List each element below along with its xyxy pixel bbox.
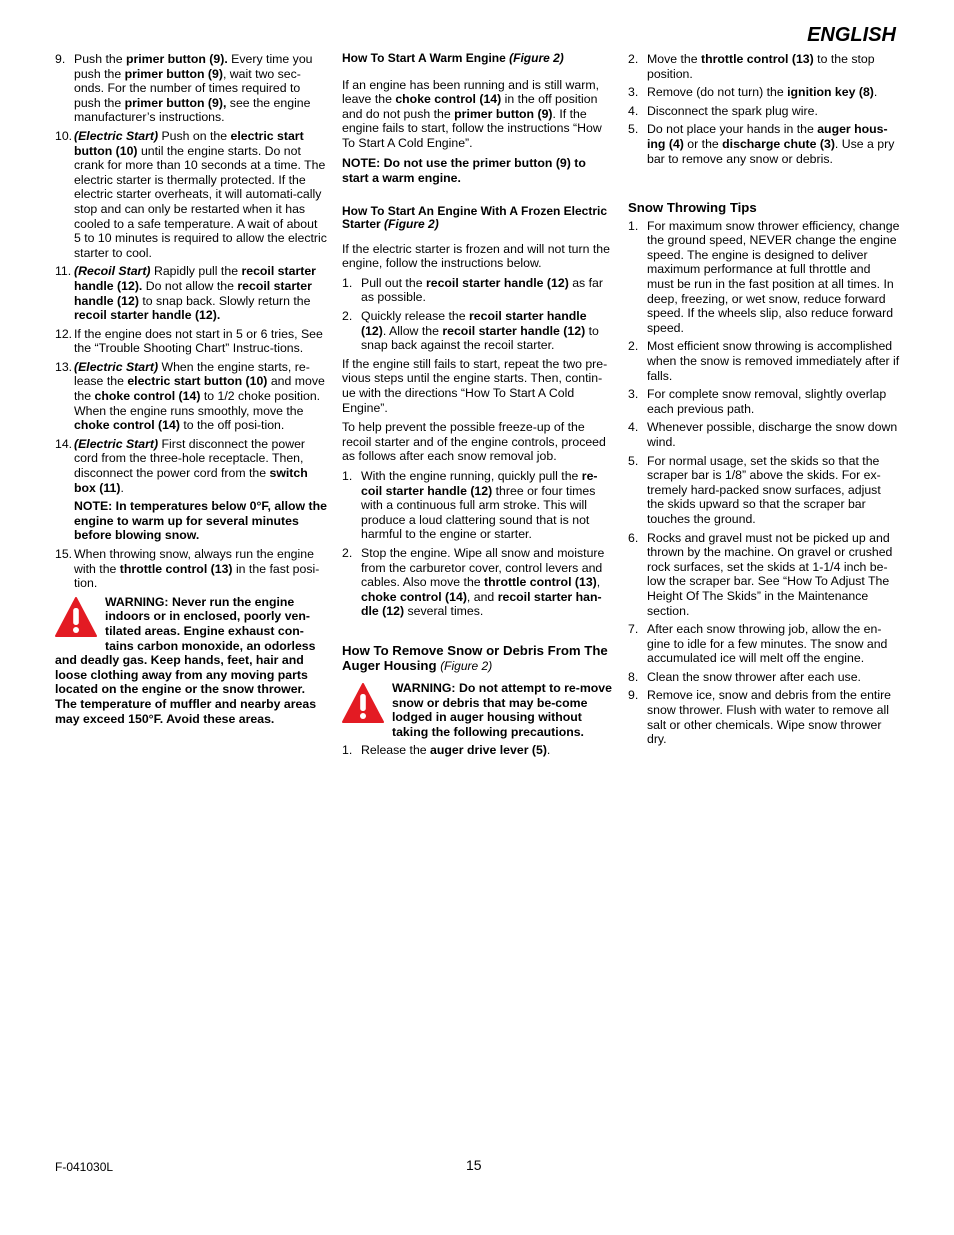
- list-item: [342, 276, 612, 305]
- text-segment: Rocks and gravel must not be picked up and thrown by the machine. On gravel or crushed rock surfaces, set the skids at 1-1/4 inch be-low the scraper bar. See “How To Adjust The Height Of The Skids” in the Maintenance section.: [647, 530, 893, 618]
- bold-text: recoil starter handle (12): [361, 309, 587, 338]
- text-segment: Do not allow the: [142, 278, 238, 293]
- list-item-text: [361, 546, 604, 618]
- bold-text: primer button (9): [454, 106, 553, 121]
- list-item: [628, 688, 900, 746]
- text-segment: Stop the engine. Wipe all snow and moisture from the carburetor cover, control levers and cables. Also move the: [361, 545, 605, 590]
- text-segment: .: [546, 743, 551, 758]
- remove-snow-heading-text: How To Remove Snow or Debris From The Auger Housing: [342, 642, 608, 674]
- warm-engine-paragraph: [342, 78, 612, 151]
- list-item-number: 3.: [628, 85, 639, 100]
- document-code: F-041030L: [55, 1160, 114, 1174]
- bold-text: re-coil starter handle (12): [361, 468, 598, 498]
- list-item-number: 8.: [628, 669, 639, 684]
- list-item-number: 2.: [342, 309, 353, 324]
- list-item: [342, 309, 612, 353]
- text-segment: three or four times with a continuous full arm stroke. This will produce a loud clattering sound that is not harmful to the engine or starter.: [361, 483, 596, 542]
- page-number: 15: [466, 1157, 482, 1173]
- bold-text: recoil starter handle (12): [442, 323, 586, 338]
- frozen-starter-figure-ref: (Figure 2): [384, 217, 439, 232]
- list-item-text: [647, 219, 899, 335]
- throttle-steps-list: [55, 547, 327, 591]
- bold-text: recoil starter handle (12).: [74, 264, 316, 293]
- text-segment: . Use a pry bar to remove any snow or debris.: [647, 136, 895, 166]
- bold-text: [74, 264, 151, 278]
- emphasis-text: (Electric Start): [74, 128, 159, 143]
- text-segment: Quickly release the: [361, 309, 469, 324]
- frozen-starter-heading: [342, 205, 612, 232]
- list-item-number: 6.: [628, 530, 639, 545]
- bold-text: throttle control (13): [701, 52, 814, 66]
- column-1: [55, 52, 327, 726]
- text-segment: see the engine manufacturer’s instructions.: [74, 95, 311, 125]
- text-segment: Do not place your hands in the: [647, 122, 818, 137]
- temperature-note: NOTE: In temperatures below 0°F, allow the engine to warm up for several minutes before blowing snow.: [74, 499, 327, 543]
- frozen-starter-heading-text: How To Start An Engine With A Frozen Electric Starter: [342, 203, 608, 232]
- text-segment: .: [120, 480, 124, 495]
- list-item-number: 1.: [342, 275, 353, 290]
- warm-engine-heading: [342, 52, 612, 66]
- list-item: [628, 387, 900, 416]
- list-item-number: 14.: [55, 436, 73, 451]
- emphasis-text: (Electric Start): [74, 436, 159, 451]
- warning-text: WARNING: Never run the engine indoors or in enclosed, poorly ven-tilated areas. Engine exhaust con-tains carbon monoxide, an odorless and deadly gas. Keep hands, feet, hair and loose clothing away from any moving parts located on the engine or the snow thrower. The temperature of muffler and nearby areas may exceed 150°F. Avoid these areas.: [55, 594, 317, 726]
- text-segment: . If the engine fails to start, follow the instructions “How To Start A Cold Engine”.: [342, 106, 602, 150]
- list-item-text: [647, 122, 894, 165]
- remove-steps-continued-list: [628, 52, 900, 166]
- list-item-number: 12.: [55, 326, 73, 341]
- list-item-number: 9.: [628, 688, 639, 703]
- bold-text: recoil starter handle (12): [74, 278, 312, 308]
- text-segment: until the engine starts. Do not crank for more than 10 seconds at a time. The electric starter is thermally protected. If the electric starter overheats, it will automati-cally stop and can only be restarted when it has cooled to a safe temperature. A wait of about 5 to 10 minutes is required to allow the electric starter to cool.: [74, 143, 327, 260]
- snow-throwing-tips-heading: Snow Throwing Tips: [628, 200, 757, 216]
- column-3: [628, 52, 900, 751]
- list-item-number: 3.: [628, 387, 639, 402]
- auger-warning-text: WARNING: Do not attempt to re-move snow or debris that may be-come lodged in auger housing without taking the following precautions.: [392, 680, 612, 739]
- emphasis-text: (Recoil Start): [74, 264, 151, 279]
- text-segment: Disconnect the spark plug wire.: [647, 103, 818, 118]
- bold-text: primer button (9).: [125, 52, 228, 66]
- bold-text: electric start button (10): [127, 374, 268, 389]
- list-item: [628, 420, 900, 449]
- bold-text: recoil starter han-dle (12): [361, 589, 602, 619]
- text-segment: .: [873, 85, 878, 100]
- auger-housing-warning: [342, 681, 612, 739]
- text-segment: to snap back. Slowly return the: [138, 293, 311, 308]
- bold-text: choke control (14): [361, 589, 467, 604]
- frozen-steps-list: [342, 276, 612, 353]
- frozen-intro: If the electric starter is frozen and will not turn the engine, follow the instructions below.: [342, 241, 610, 271]
- bold-text: switch box (11): [74, 466, 308, 495]
- list-item-text: [74, 360, 325, 432]
- text-segment: as far as possible.: [361, 275, 603, 305]
- text-segment: Remove ice, snow and debris from the entire snow thrower. Flush with water to remove all salt or other chemicals. Wipe snow thrower dry.: [647, 688, 892, 747]
- text-segment: If an engine has been running and is still warm, leave the: [342, 77, 600, 107]
- list-item-number: 2.: [628, 52, 639, 66]
- text-segment: Rapidly pull the: [150, 264, 242, 279]
- list-item: [55, 360, 327, 433]
- list-item-text: [647, 622, 887, 665]
- list-item-number: 4.: [628, 420, 639, 435]
- text-segment: For normal usage, set the skids so that the scraper bar is 1/8” above the skids. For ex-tremely hard-packed snow surfaces, adjust the skids upward so that the scraper bar touches the ground.: [647, 453, 881, 526]
- text-segment: several times.: [404, 604, 484, 619]
- text-segment: When throwing snow, always run the engine with the: [74, 547, 314, 576]
- list-item: [55, 327, 327, 356]
- list-item-text: [647, 688, 891, 746]
- text-segment: When the engine starts, re-lease the: [74, 359, 310, 389]
- bold-text: primer button (9),: [124, 95, 227, 110]
- list-item: [628, 531, 900, 619]
- text-segment: Every time you push the: [74, 52, 313, 81]
- list-item-number: 1.: [628, 218, 639, 233]
- text-segment: to the stop position.: [647, 52, 875, 81]
- text-segment: or the: [683, 136, 723, 151]
- bold-text: electric start button (10): [74, 128, 304, 158]
- list-item: [628, 670, 900, 685]
- list-item: [342, 469, 612, 542]
- freeze-prevention-list: [342, 469, 612, 619]
- text-segment: . Allow the: [382, 323, 443, 338]
- bold-text: ignition key (8): [787, 85, 874, 100]
- list-item: [55, 52, 327, 125]
- text-segment: , and: [466, 589, 498, 604]
- bold-text: [74, 437, 158, 451]
- remove-snow-figure-ref: (Figure 2): [440, 659, 493, 674]
- bold-text: recoil starter handle (12).: [74, 308, 221, 323]
- frozen-paragraph-1: If the engine still fails to start, repeat the two pre-vious steps until the engine starts. Then, contin-ue with the directions “How To Start A Cold Engine”.: [342, 356, 608, 415]
- list-item-text: [74, 327, 323, 356]
- warm-engine-heading-text: How To Start A Warm Engine: [342, 51, 506, 65]
- text-segment: Push on the: [158, 128, 231, 143]
- text-segment: Move the: [647, 52, 701, 66]
- list-item: [628, 622, 900, 666]
- list-item-text: [647, 454, 881, 526]
- list-item-text: [647, 85, 877, 99]
- text-segment: to 1/2 choke position. When the engine runs smoothly, move the: [74, 389, 321, 418]
- list-item-number: 2.: [628, 339, 639, 354]
- list-item-text: [361, 276, 603, 305]
- start-steps-list: [55, 52, 327, 495]
- list-item-text: [647, 104, 818, 118]
- text-segment: , wait two sec-onds. For the number of times required to push the: [74, 66, 301, 110]
- list-item: [342, 546, 612, 619]
- bold-text: choke control (14): [395, 92, 502, 107]
- list-item-text: [74, 437, 308, 495]
- text-segment: Remove (do not turn) the: [647, 85, 788, 100]
- bold-text: discharge chute (3): [722, 136, 835, 151]
- list-item-number: 1.: [342, 743, 353, 758]
- text-segment: After each snow throwing job, allow the en-gine to idle for a few minutes. The snow and accumulated ice will melt off the engine.: [647, 622, 888, 666]
- list-item-number: 5.: [628, 122, 639, 137]
- text-segment: and move the: [74, 374, 325, 404]
- list-item: [55, 437, 327, 495]
- warm-engine-note: NOTE: Do not use the primer button (9) to start a warm engine.: [342, 156, 586, 186]
- list-item: [628, 104, 900, 119]
- list-item-text: [74, 264, 316, 322]
- bold-text: choke control (14): [94, 389, 201, 404]
- list-item-text: [647, 531, 892, 618]
- text-segment: to snap back against the recoil starter.: [361, 323, 599, 353]
- list-item: [55, 264, 327, 322]
- list-item-text: [361, 743, 550, 757]
- list-item: [628, 454, 900, 527]
- text-segment: If the engine does not start in 5 or 6 tries, See the “Trouble Shooting Chart” Instruc-tions.: [74, 326, 323, 356]
- list-item: [628, 52, 900, 81]
- text-segment: Push the: [74, 52, 126, 66]
- bold-text: choke control (14): [74, 418, 180, 433]
- list-item: [628, 85, 900, 100]
- bold-text: auger drive lever (5): [430, 743, 547, 758]
- list-item-text: [647, 420, 897, 449]
- list-item: [55, 129, 327, 260]
- list-item-text: [647, 52, 875, 81]
- warning-exclamation-icon: [55, 597, 97, 637]
- language-heading: ENGLISH: [807, 24, 896, 46]
- text-segment: in the fast posi-tion.: [74, 561, 320, 591]
- text-segment: With the engine running, quickly pull the: [361, 468, 582, 483]
- bold-text: throttle control (13): [484, 575, 597, 590]
- list-item-number: 10.: [55, 128, 73, 143]
- list-item-number: 4.: [628, 103, 639, 118]
- text-segment: in the off position and do not push the: [342, 92, 598, 121]
- text-segment: For complete snow removal, slightly overlap each previous path.: [647, 387, 887, 416]
- list-item-number: 13.: [55, 359, 73, 374]
- text-segment: First disconnect the power cord from the three-hole receptacle. Then, disconnect the power cord from the: [74, 436, 306, 481]
- text-segment: Pull out the: [361, 275, 426, 290]
- text-segment: Clean the snow thrower after each use.: [647, 669, 861, 684]
- list-item: [342, 743, 612, 758]
- text-segment: to the off posi-tion.: [179, 418, 285, 433]
- bold-text: primer button (9): [124, 66, 223, 81]
- bold-text: [74, 360, 158, 374]
- bold-text: throttle control (13): [119, 561, 233, 576]
- list-item-text: [74, 52, 313, 124]
- list-item-number: 7.: [628, 622, 639, 637]
- frozen-paragraph-2: To help prevent the possible freeze-up of the recoil starter and of the engine controls, proceed as follows after each snow removal job.: [342, 420, 606, 464]
- list-item: [628, 339, 900, 383]
- emphasis-text: (Electric Start): [74, 359, 159, 374]
- text-segment: Whenever possible, discharge the snow down wind.: [647, 420, 898, 449]
- list-item-text: [74, 547, 319, 590]
- snow-throwing-tips-list: [628, 219, 900, 747]
- column-2: [342, 52, 612, 762]
- list-item-number: 9.: [55, 52, 66, 66]
- list-item-text: [361, 469, 598, 541]
- text-segment: For maximum snow thrower efficiency, change the ground speed, NEVER change the engine speed. The engine is designed to deliver maximum performance at full throttle and must be run in the fast position at all times. In deep, freezing, or wet snow, reduce forward speed. If the wheels slip, also reduce forward speed.: [647, 218, 900, 335]
- list-item-number: 11.: [55, 264, 72, 279]
- list-item-text: [74, 129, 327, 260]
- list-item-text: [647, 387, 886, 416]
- list-item: [55, 547, 327, 591]
- list-item-text: [647, 339, 899, 382]
- list-item-number: 5.: [628, 453, 639, 468]
- warning-exclamation-icon: [342, 683, 384, 723]
- list-item: [628, 219, 900, 336]
- remove-steps-list: [342, 743, 612, 758]
- bold-text: auger hous-ing (4): [647, 122, 888, 151]
- list-item-number: 15.: [55, 547, 73, 561]
- bold-text: [74, 129, 158, 143]
- remove-snow-heading: [342, 643, 612, 675]
- bold-text: recoil starter handle (12): [425, 275, 569, 290]
- warm-engine-figure-ref: (Figure 2): [509, 51, 564, 65]
- text-segment: Most efficient snow throwing is accomplished when the snow is removed immediately after if falls.: [647, 339, 900, 383]
- list-item-number: 2.: [342, 545, 353, 560]
- list-item: [628, 122, 900, 166]
- carbon-monoxide-warning: [55, 595, 327, 726]
- text-segment: Release the: [361, 743, 431, 758]
- list-item-text: [647, 670, 861, 684]
- list-item-text: [361, 309, 599, 352]
- text-segment: ,: [596, 575, 601, 590]
- list-item-number: 1.: [342, 468, 353, 483]
